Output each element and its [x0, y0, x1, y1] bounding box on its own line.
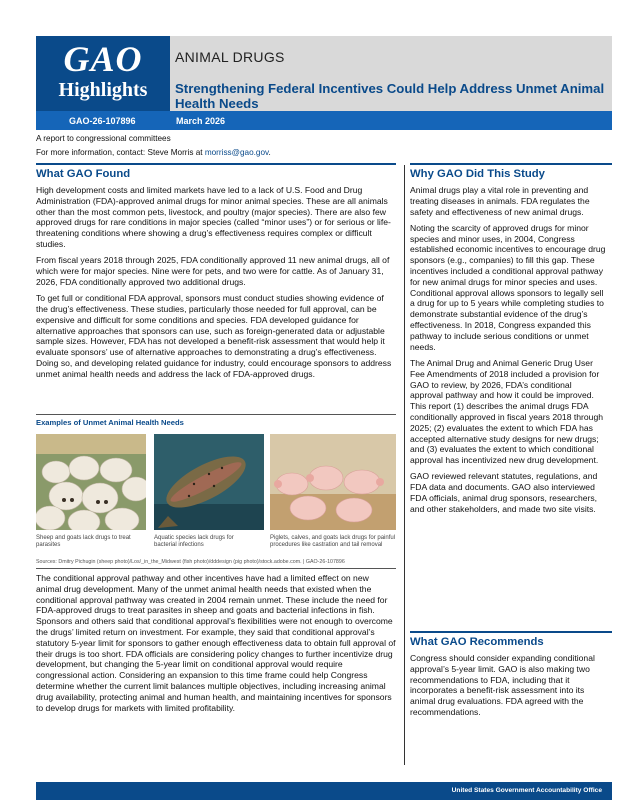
contact-line	[36, 148, 271, 157]
report-id-bar	[36, 111, 612, 130]
why-paragraph-2: Noting the scarcity of approved drugs for minor species and minor uses, in 2004, Congress established economic incentives to encourage drug sponsors (e.g., companies) to fill this gap. These incentives included a conditional approval pathway for new animal drugs for minor species and uses. Conditional approval allows sponsors to legally sell a drug for up to 5 years while completing studies to demonstrate substantial evidence of the drug’s effectiveness. In 2018, Congress expanded this pathway to include serious conditions or unmet needs.	[410, 222, 606, 352]
recommends-paragraph-1: Congress should consider expanding conditional approval’s 5-year limit. GAO is also making two recommendations to FDA, including that it incorporates a benefit-risk assessment into its animal drug evaluations. FDA agreed with the recommendations.	[410, 653, 595, 717]
contact-prefix: For more information, contact: Steve Morris at	[36, 148, 205, 157]
found-heading: What GAO Found	[36, 168, 131, 180]
caption-pigs: Piglets, calves, and goats lack drugs for painful procedures like castration and tail removal	[270, 535, 396, 548]
why-gao-did-this-study-section	[410, 168, 606, 520]
contact-email-link[interactable]: morriss@gao.gov	[204, 148, 269, 157]
figure-sources: Sources: Dmitry Pichugin (sheep photo)/Los/_in_the_Midwest (fish photo)/dddesign (pig photo)/stock.adobe.com. | GAO-26-107896	[36, 559, 345, 565]
left-top-rule	[36, 163, 396, 165]
logo-gao-text: GAO	[63, 39, 143, 79]
contact-suffix: .	[268, 148, 271, 157]
right-top-rule	[410, 163, 612, 165]
caption-fish: Aquatic species lack drugs for bacterial infections	[154, 535, 234, 548]
logo-highlights-text: Highlights	[58, 79, 148, 101]
why-heading: Why GAO Did This Study	[410, 168, 545, 180]
sheep-photo	[36, 434, 146, 530]
recommends-heading: What GAO Recommends	[410, 636, 544, 648]
found-continued	[36, 573, 396, 719]
column-divider	[404, 165, 405, 765]
figure-title: Examples of Unmet Animal Health Needs	[36, 418, 184, 427]
why-paragraph-3: The Animal Drug and Animal Generic Drug User Fee Amendments of 2018 included a provision for GAO to review, by 2026, FDA’s conditional approval pathway and how it could be improved. This report (1) describes the animal drugs FDA conditionally approved in fiscal years 2018 through 2025; (2) evaluates the extent to which FDA has accepted alternative study designs for new drugs; and (3) evaluates the extent to which conditional approval has incentivized new drug development.	[410, 357, 604, 466]
category-label: ANIMAL DRUGS	[175, 49, 285, 65]
what-gao-found-section	[36, 168, 396, 385]
pigs-photo	[270, 434, 396, 530]
report-line: A report to congressional committees	[36, 134, 171, 143]
report-number: GAO-26-107896	[69, 116, 136, 126]
found-paragraph-1: High development costs and limited markets have led to a lack of U.S. Food and Drug Administration (FDA)-approved animal drugs for minor animal species. These are all animals other than the most common pets, livestock, and poultry (major species). There are also few approved drugs for rare conditions in major species (called “minor uses”) or for serious or life-threatening conditions where showing a drug’s effectiveness requires complex or difficult studies.	[36, 185, 391, 249]
gao-logo	[36, 36, 170, 111]
found-paragraph-2: From fiscal years 2018 through 2025, FDA conditionally approved 11 new animal drugs, all of which were for major species. Nine were for pets, and two were for cattle. As of January 31, 2026, FDA conditionally approved two additional drugs.	[36, 255, 390, 287]
found-paragraph-3: To get full or conditional FDA approval, sponsors must conduct studies showing evidence of the drug’s effectiveness. These studies, particularly those needed for full approval, can be expensive and difficult for some conditions and species. FDA developed guidance for alternative approaches that sponsors can use, such as foreign-generated data or adjustable sample sizes. However, FDA has not developed a benefit-risk assessment that would help it evaluate sponsors’ use of alternative approaches to demonstrating a drug’s effectiveness. Doing so, and developing related guidance for industry, could encourage sponsors to address unmet animal health needs and address the lack of FDA-approved drugs.	[36, 293, 392, 379]
what-gao-recommends-section	[410, 636, 606, 723]
found-paragraph-4: The conditional approval pathway and other incentives have had a limited effect on new animal drug development. Many of the unmet animal health needs that existed when the conditional approval pathway was created in 2004 remain unmet. These include the need for FDA-approved drugs to treat parasites in sheep and goats and bacterial infections in fish. Sponsors and others said that conditional approval’s flexibilities were not enough to overcome the drugs’ limited return on investment. For example, they said that conditional approval’s statutory 5-year limit for sponsors to gather enough effectiveness data to obtain full approval of their drugs is too short. FDA officials are considering policy changes to further incentivize drug development, but changing the 5-year limit on conditional approval would require congressional action. Considering an expansion to this time frame could help Congress determine whether the current limit balances multiple objectives, including increasing animal drug availability, protecting animal and human health, and maintaining incentives for sponsors to develop drugs for markets with limited profitability.	[36, 573, 396, 713]
figure-top-rule	[36, 414, 396, 415]
figure-bottom-rule	[36, 568, 396, 569]
caption-sheep: Sheep and goats lack drugs to treat parasites	[36, 535, 131, 548]
why-paragraph-4: GAO reviewed relevant statutes, regulations, and FDA data and documents. GAO also interviewed FDA officials, animal drug sponsors, researchers, and other stakeholders, and made two site visits.	[410, 471, 598, 514]
footer-bar: United States Government Accountability Office	[36, 782, 612, 800]
recommends-rule	[410, 631, 612, 633]
title-banner	[170, 36, 612, 111]
page-title: Strengthening Federal Incentives Could Help Address Unmet Animal Health Needs	[175, 81, 605, 111]
report-date: March 2026	[176, 116, 226, 126]
fish-photo	[154, 434, 264, 530]
why-paragraph-1: Animal drugs play a vital role in preventing and treating diseases in animals. FDA regulates the safety and effectiveness of new animal drugs.	[410, 185, 590, 217]
